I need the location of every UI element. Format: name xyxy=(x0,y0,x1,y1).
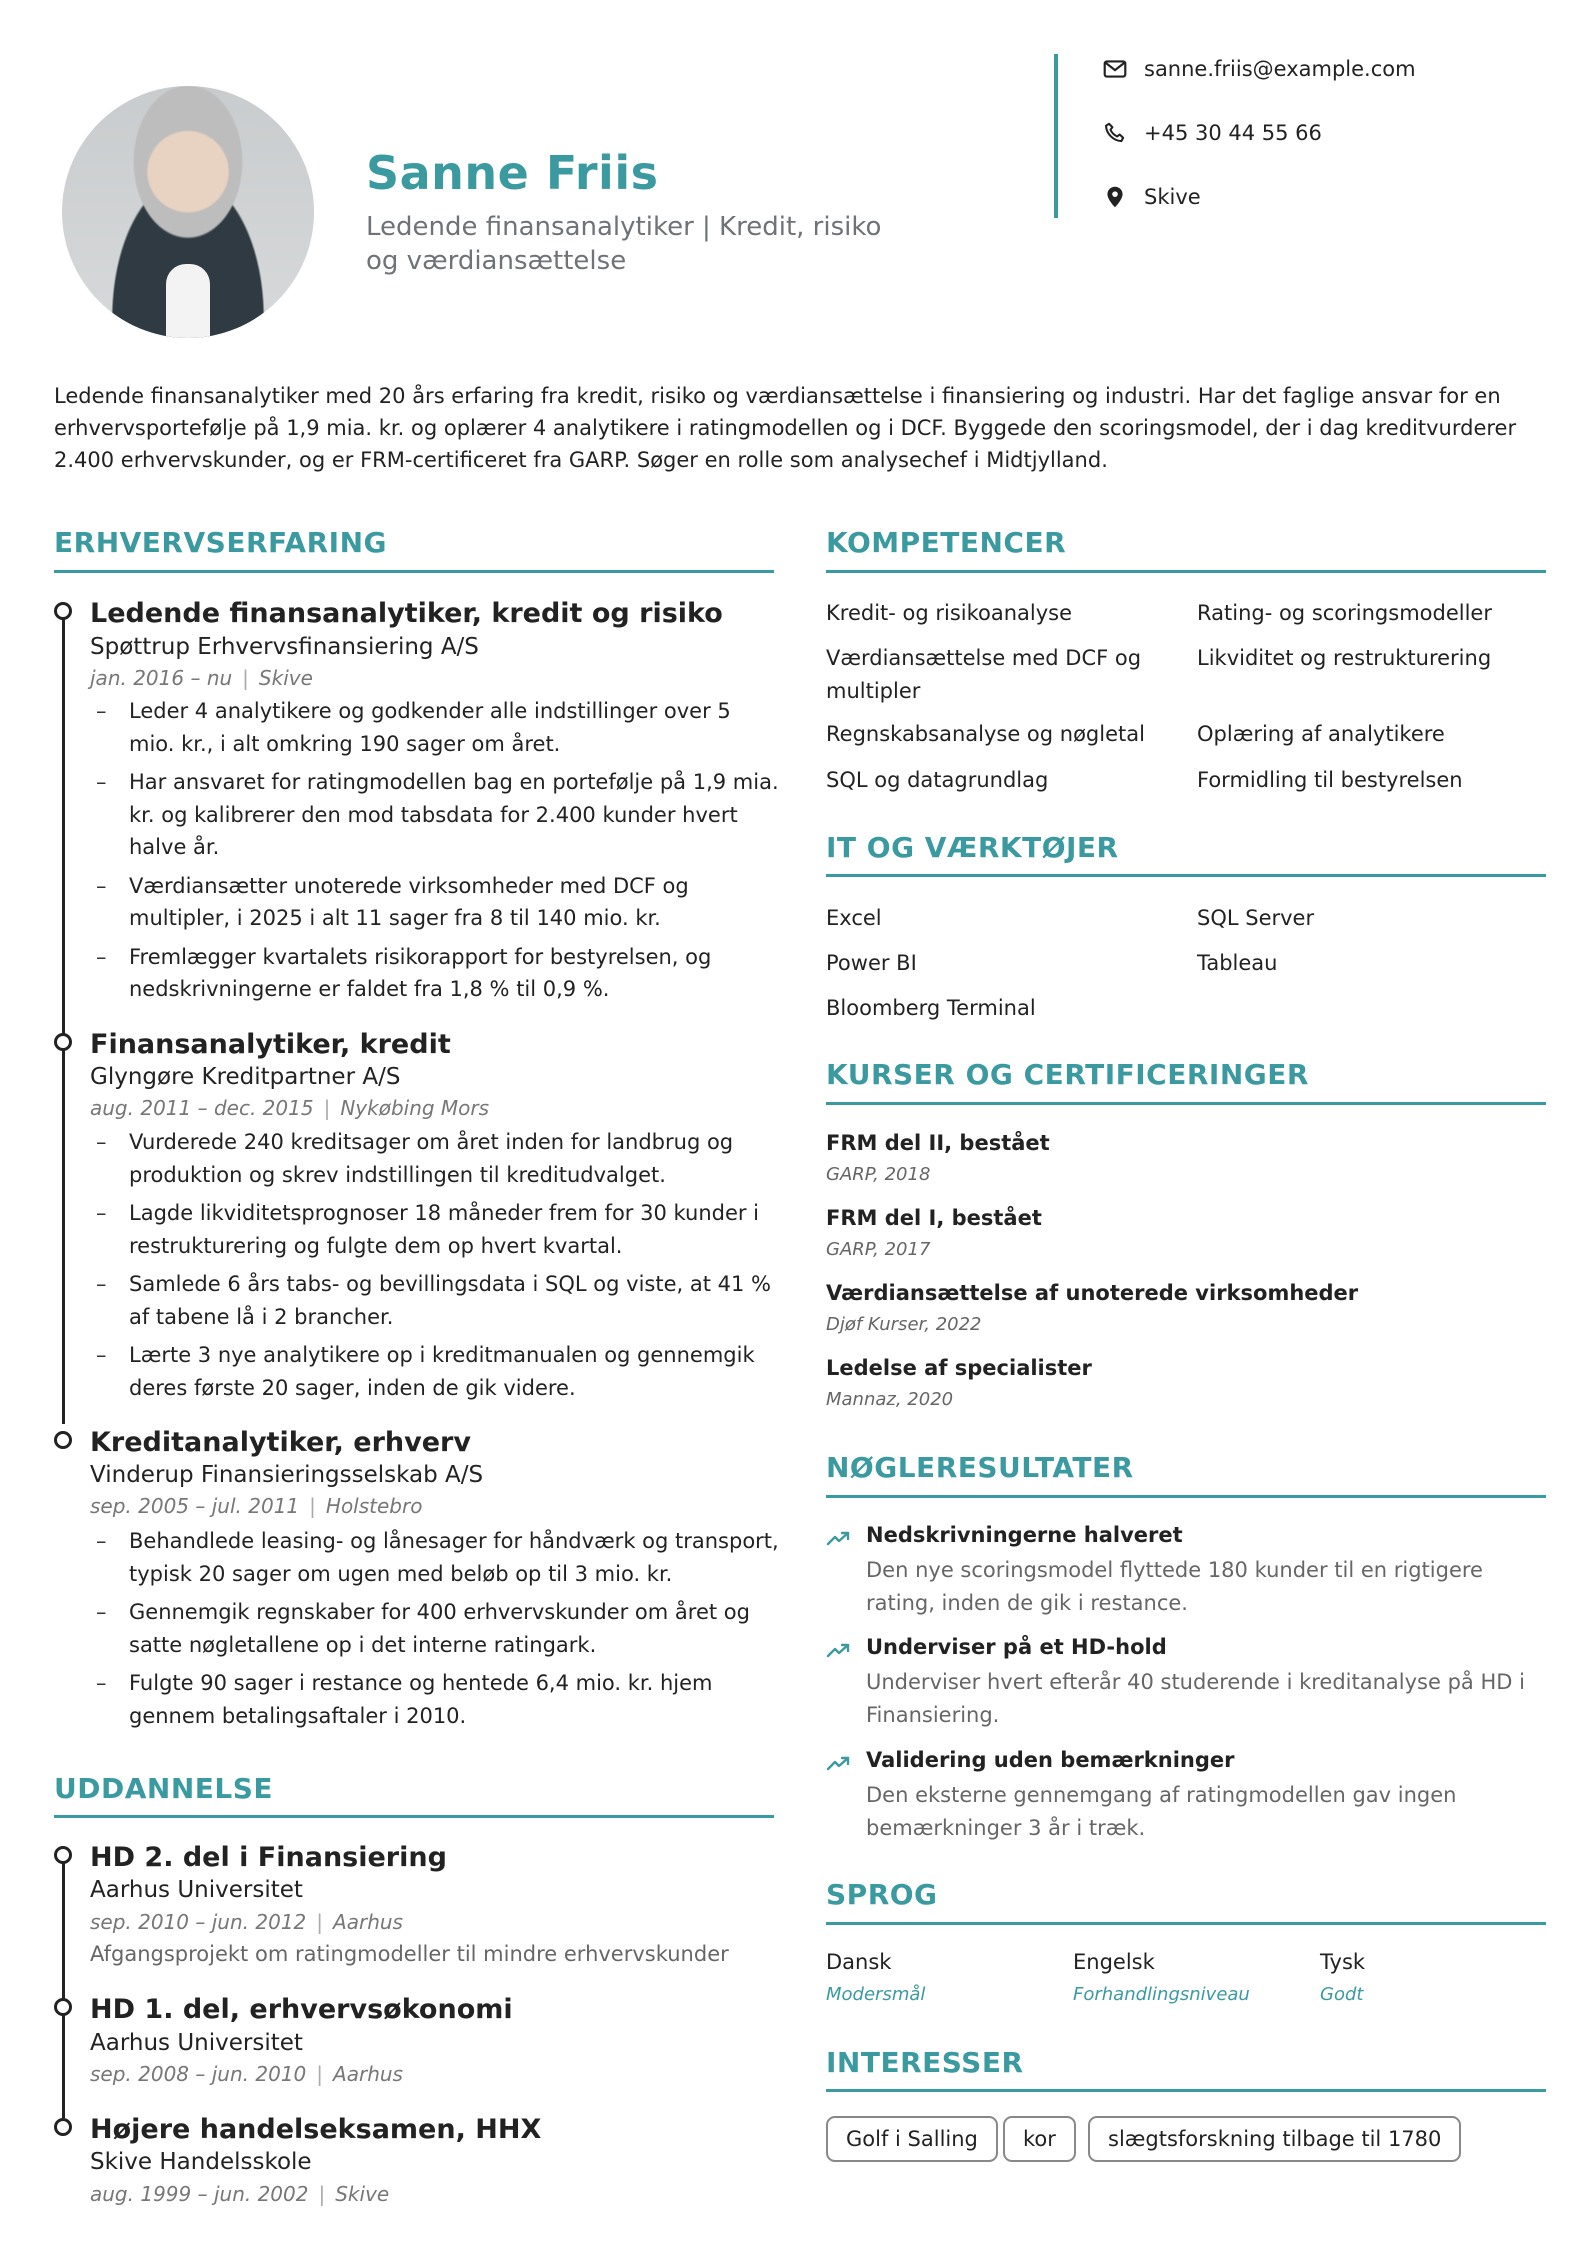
job-title: Finansanalytiker, kredit xyxy=(90,1029,451,1060)
trend-up-icon xyxy=(826,1531,852,1547)
experience-rule xyxy=(54,570,774,573)
interests-rule xyxy=(826,2089,1546,2092)
course-org: Djøf Kurser, 2022 xyxy=(826,1314,982,1335)
languages-heading: SPROG xyxy=(826,1878,938,1911)
job-meta xyxy=(90,666,313,690)
result-title: Validering uden bemærkninger xyxy=(866,1748,1235,1772)
skill-item: Regnskabsanalyse og nøgletal xyxy=(826,722,1145,746)
job-company: Vinderup Finansieringsselskab A/S xyxy=(90,1462,484,1488)
tool-item: Bloomberg Terminal xyxy=(826,996,1036,1020)
job-period: sep. 2005 – jul. 2011 xyxy=(90,1494,300,1518)
meta-separator: | xyxy=(316,2062,324,2086)
experience-timeline xyxy=(62,612,65,1424)
job-bullets xyxy=(90,1525,780,1738)
meta-separator: | xyxy=(323,1096,331,1120)
job-bullets xyxy=(90,1126,780,1410)
meta-separator: | xyxy=(318,2182,326,2206)
skill-item: SQL og datagrundlag xyxy=(826,768,1049,792)
tools-rule xyxy=(826,874,1546,877)
location-text: Skive xyxy=(1144,185,1201,209)
edu-place: Aarhus xyxy=(333,2062,403,2086)
edu-period: sep. 2010 – jun. 2012 xyxy=(90,1910,307,1934)
meta-separator: | xyxy=(316,1910,324,1934)
job-meta xyxy=(90,1494,422,1518)
edu-meta xyxy=(90,2062,403,2086)
job-bullet: – Leder 4 analytikere og godkender alle indstillinger over 5 mio. kr., i alt omkring 190 sager om året. xyxy=(90,695,780,760)
result-desc: Den eksterne gennemgang af ratingmodellen gav ingen bemærkninger 3 år i træk. xyxy=(866,1783,1457,1840)
job-title: Kreditanalytiker, erhverv xyxy=(90,1427,471,1458)
edu-place: Skive xyxy=(335,2182,390,2206)
contact-phone[interactable] xyxy=(1102,118,1322,148)
phone-icon xyxy=(1102,120,1128,146)
trend-up-icon xyxy=(826,1643,852,1659)
languages-rule xyxy=(826,1922,1546,1925)
job-place: Nykøbing Mors xyxy=(340,1096,490,1120)
meta-separator: | xyxy=(242,666,249,690)
courses-heading: KURSER OG CERTIFICERINGER xyxy=(826,1058,1309,1091)
location-pin-icon xyxy=(1102,184,1128,210)
course-org: GARP, 2017 xyxy=(826,1239,931,1260)
education-rule xyxy=(54,1815,774,1818)
job-title: Ledende finansanalytiker, kredit og risiko xyxy=(90,598,723,629)
language-name: Engelsk xyxy=(1073,1950,1155,1974)
results-rule xyxy=(826,1495,1546,1498)
course-org: Mannaz, 2020 xyxy=(826,1389,954,1410)
result-title: Nedskrivningerne halveret xyxy=(866,1523,1183,1547)
skill-item: Værdiansættelse med DCF og multipler xyxy=(826,646,1142,703)
job-bullet: – Fulgte 90 sager i restance og hentede 6,4 mio. kr. hjem gennem betalingsaftaler i 2010. xyxy=(90,1667,780,1732)
timeline-dot xyxy=(54,1431,72,1449)
job-bullet: – Har ansvaret for ratingmodellen bag en portefølje på 1,9 mia. kr. og kalibrerer den mod tabsdata for 2.400 kunder hvert halve år. xyxy=(90,766,780,864)
language-name: Tysk xyxy=(1320,1950,1366,1974)
edu-period: sep. 2008 – jun. 2010 xyxy=(90,2062,307,2086)
edu-note: Afgangsprojekt om ratingmodeller til mindre erhvervskunder xyxy=(90,1942,729,1966)
job-bullet: – Samlede 6 års tabs- og bevillingsdata i SQL og viste, at 41 % af tabene lå i 2 brancher. xyxy=(90,1268,780,1333)
edu-school: Aarhus Universitet xyxy=(90,2030,303,2056)
job-bullet: – Lærte 3 nye analytikere op i kreditmanualen og gennemgik deres første 20 sager, inden de gik videre. xyxy=(90,1339,780,1404)
profile-photo xyxy=(62,86,314,338)
photo-shirt xyxy=(166,264,210,338)
course-name: FRM del II, bestået xyxy=(826,1131,1050,1155)
edu-period: aug. 1999 – jun. 2002 xyxy=(90,2182,309,2206)
mail-icon xyxy=(1102,56,1128,82)
skill-item: Likviditet og restrukturering xyxy=(1197,646,1492,670)
language-level: Godt xyxy=(1320,1984,1364,2005)
timeline-dot xyxy=(54,1033,72,1051)
tools-heading: IT OG VÆRKTØJER xyxy=(826,831,1119,864)
tool-item: Power BI xyxy=(826,951,917,975)
skills-rule xyxy=(826,570,1546,573)
education-timeline xyxy=(62,1858,65,2118)
job-bullet: – Fremlægger kvartalets risikorapport for bestyrelsen, og nedskrivningerne er faldet fra 1,8 % til 0,9 %. xyxy=(90,941,780,1006)
timeline-dot xyxy=(54,2118,72,2136)
timeline-dot xyxy=(54,602,72,620)
contact-block xyxy=(1054,54,1474,218)
job-bullet: – Vurderede 240 kreditsager om året inden for landbrug og produktion og skrev indstillingen til kreditudvalget. xyxy=(90,1126,780,1191)
timeline-dot xyxy=(54,1998,72,2016)
edu-title: HD 1. del, erhvervsøkonomi xyxy=(90,1994,513,2025)
edu-place: Aarhus xyxy=(333,1910,403,1934)
contact-location xyxy=(1102,182,1201,212)
job-bullet: – Gennemgik regnskaber for 400 erhvervskunder om året og satte nøgletallene op i det interne ratingark. xyxy=(90,1596,780,1661)
course-name: Værdiansættelse af unoterede virksomheder xyxy=(826,1281,1359,1305)
tool-item: SQL Server xyxy=(1197,906,1315,930)
course-org: GARP, 2018 xyxy=(826,1164,931,1185)
edu-title: HD 2. del i Finansiering xyxy=(90,1842,447,1873)
edu-school: Aarhus Universitet xyxy=(90,1877,303,1903)
candidate-name: Sanne Friis xyxy=(366,146,659,200)
contact-email[interactable] xyxy=(1102,54,1416,84)
trend-up-icon xyxy=(826,1756,852,1772)
timeline-dot xyxy=(54,1846,72,1864)
language-level: Forhandlingsniveau xyxy=(1073,1984,1250,2005)
edu-title: Højere handelseksamen, HHX xyxy=(90,2114,542,2145)
skill-item: Oplæring af analytikere xyxy=(1197,722,1445,746)
result-desc: Den nye scoringsmodel flyttede 180 kunder til en rigtigere rating, inden de gik i restance. xyxy=(866,1558,1483,1615)
result-desc: Underviser hvert efterår 40 studerende i kreditanalyse på HD i Finansiering. xyxy=(866,1670,1525,1727)
results-heading: NØGLERESULTATER xyxy=(826,1451,1134,1484)
interests-heading: INTERESSER xyxy=(826,2046,1024,2079)
job-place: Skive xyxy=(258,666,313,690)
email-text: sanne.friis@example.com xyxy=(1144,57,1416,81)
job-bullets xyxy=(90,695,780,1012)
interest-chip: slægtsforskning tilbage til 1780 xyxy=(1088,2116,1461,2162)
tool-item: Excel xyxy=(826,906,882,930)
course-name: Ledelse af specialister xyxy=(826,1356,1092,1380)
courses-rule xyxy=(826,1102,1546,1105)
interest-chip: kor xyxy=(1003,2116,1076,2162)
language-level: Modersmål xyxy=(826,1984,926,2005)
edu-school: Skive Handelsskole xyxy=(90,2149,312,2175)
skill-item: Kredit- og risikoanalyse xyxy=(826,601,1073,625)
skills-heading: KOMPETENCER xyxy=(826,526,1067,559)
job-period: aug. 2011 – dec. 2015 xyxy=(90,1096,314,1120)
job-meta xyxy=(90,1096,489,1120)
profile-summary: Ledende finansanalytiker med 20 års erfaring fra kredit, risiko og værdiansættelse i finansiering og industri. Har det faglige ansvar for en erhvervsportefølje på 1,9 mia. kr. og oplærer 4 analytikere i ratingmodellen og i DCF. Byggede den scoringsmodel, der i dag kreditvurderer 2.400 erhvervskunder, og er FRM-certificeret fra GARP. Søger en rolle som analysechef i Midtjylland. xyxy=(54,384,1517,472)
job-bullet: – Behandlede leasing- og lånesager for håndværk og transport, typisk 20 sager om ugen med beløb op til 3 mio. kr. xyxy=(90,1525,780,1590)
edu-meta xyxy=(90,1910,403,1934)
experience-heading: ERHVERVSERFARING xyxy=(54,526,387,559)
skill-item: Rating- og scoringsmodeller xyxy=(1197,601,1492,625)
edu-meta xyxy=(90,2182,389,2206)
job-bullet: – Lagde likviditetsprognoser 18 måneder frem for 30 kunder i restrukturering og fulgte dem op hvert kvartal. xyxy=(90,1197,780,1262)
tool-item: Tableau xyxy=(1197,951,1278,975)
language-name: Dansk xyxy=(826,1950,892,1974)
skill-item: Formidling til bestyrelsen xyxy=(1197,768,1463,792)
meta-separator: | xyxy=(309,1494,316,1518)
course-name: FRM del I, bestået xyxy=(826,1206,1042,1230)
result-title: Underviser på et HD-hold xyxy=(866,1635,1167,1659)
candidate-headline: Ledende finansanalytiker | Kredit, risiko og værdiansættelse xyxy=(366,212,882,276)
education-heading: UDDANNELSE xyxy=(54,1772,274,1805)
phone-text: +45 30 44 55 66 xyxy=(1144,121,1322,145)
interest-chip: Golf i Salling xyxy=(826,2116,998,2162)
job-bullet: – Værdiansætter unoterede virksomheder med DCF og multipler, i 2025 i alt 11 sager fra 8 til 140 mio. kr. xyxy=(90,870,780,935)
job-company: Glyngøre Kreditpartner A/S xyxy=(90,1064,401,1090)
job-period: jan. 2016 – nu xyxy=(90,666,233,690)
job-place: Holstebro xyxy=(325,1494,423,1518)
job-company: Spøttrup Erhvervsfinansiering A/S xyxy=(90,634,479,660)
